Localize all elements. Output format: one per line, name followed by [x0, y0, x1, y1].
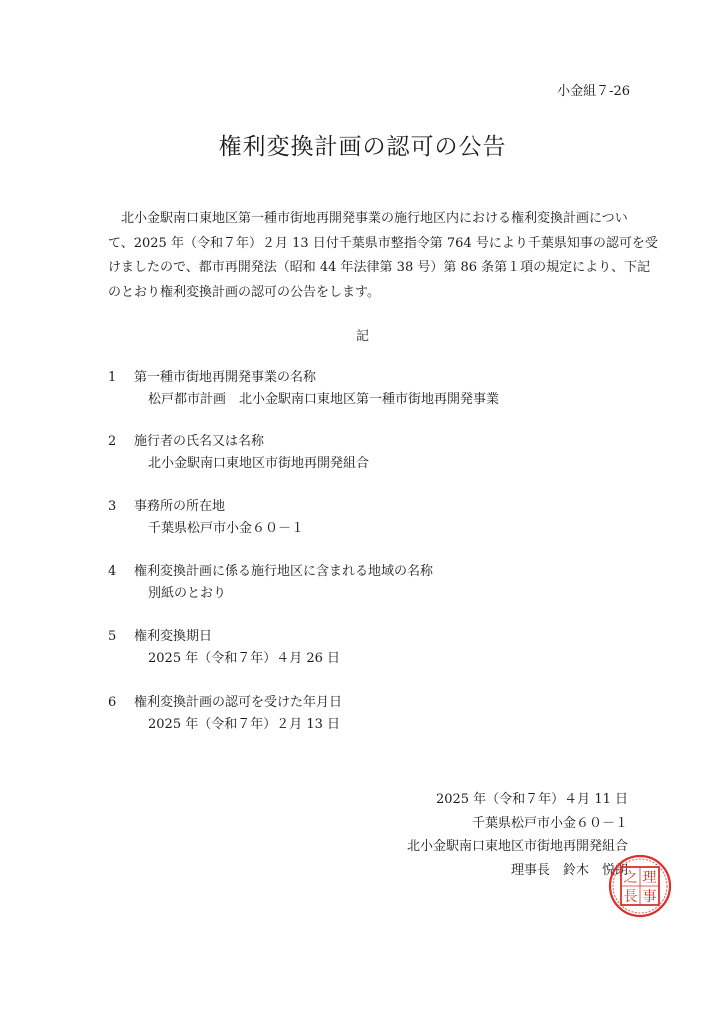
item-number: 1 — [108, 370, 117, 385]
item-heading: 第一種市街地再開発事業の名称 — [134, 370, 317, 385]
item-heading: 権利変換期日 — [134, 629, 213, 644]
item-number: 2 — [108, 434, 117, 449]
organization-name: 北小金駅南口東地区市街地再開発組合 — [406, 839, 628, 854]
item-number: 6 — [108, 695, 117, 710]
list-item — [108, 367, 499, 411]
item-heading: 事務所の所在地 — [134, 499, 226, 514]
intro-paragraph — [108, 207, 658, 305]
list-item — [108, 561, 433, 605]
intro-line: 北小金駅南口東地区第一種市街地再開発事業の施行地区内における権利変換計画につい — [121, 211, 628, 226]
list-item — [108, 692, 342, 736]
seal-char: 長 — [623, 889, 638, 905]
item-detail: 2025 年（令和７年）２月 13 日 — [148, 717, 341, 732]
signature-block — [407, 788, 628, 882]
seal-char: 之 — [623, 870, 638, 886]
representative-name: 理事長 鈴木 悦朗 — [510, 862, 628, 878]
official-seal-stamp — [608, 854, 672, 918]
seal-graphic — [610, 856, 670, 916]
list-item — [108, 431, 369, 475]
office-address: 千葉県松戸市小金６０－１ — [471, 815, 628, 831]
intro-line: て、2025 年（令和７年）２月 13 日付千葉県市整指令第 764 号により千葉県知事の認可を受 — [108, 235, 658, 251]
item-detail: 北小金駅南口東地区市街地再開発組合 — [148, 456, 370, 471]
item-detail: 松戸都市計画 北小金駅南口東地区第一種市街地再開発事業 — [148, 392, 500, 407]
ki-heading: 記 — [355, 329, 369, 344]
document-number: 小金組７-26 — [557, 84, 630, 99]
item-heading: 権利変換計画に係る施行地区に含まれる地域の名称 — [134, 564, 434, 579]
announcement-date: 2025 年（令和７年）４月 11 日 — [435, 792, 628, 807]
item-number: 3 — [108, 499, 117, 514]
page-title: 権利変換計画の認可の公告 — [218, 134, 507, 160]
item-detail: 別紙のとおり — [148, 586, 227, 601]
seal-char: 理 — [642, 870, 657, 886]
item-number: 4 — [108, 564, 117, 579]
list-item — [108, 496, 304, 540]
item-heading: 施行者の氏名又は名称 — [134, 434, 265, 449]
item-heading: 権利変換計画の認可を受けた年月日 — [134, 695, 343, 710]
intro-line: のとおり権利変換計画の認可の公告をします。 — [108, 284, 380, 300]
item-detail: 千葉県松戸市小金６０－１ — [148, 521, 305, 536]
item-number: 5 — [108, 629, 117, 644]
intro-line: けましたので、都市再開発法（昭和 44 年法律第 38 号）第 86 条第１項の規定により、下記 — [108, 260, 651, 275]
seal-char: 事 — [642, 889, 657, 905]
item-detail: 2025 年（令和７年）４月 26 日 — [148, 651, 341, 666]
list-item — [108, 626, 340, 670]
